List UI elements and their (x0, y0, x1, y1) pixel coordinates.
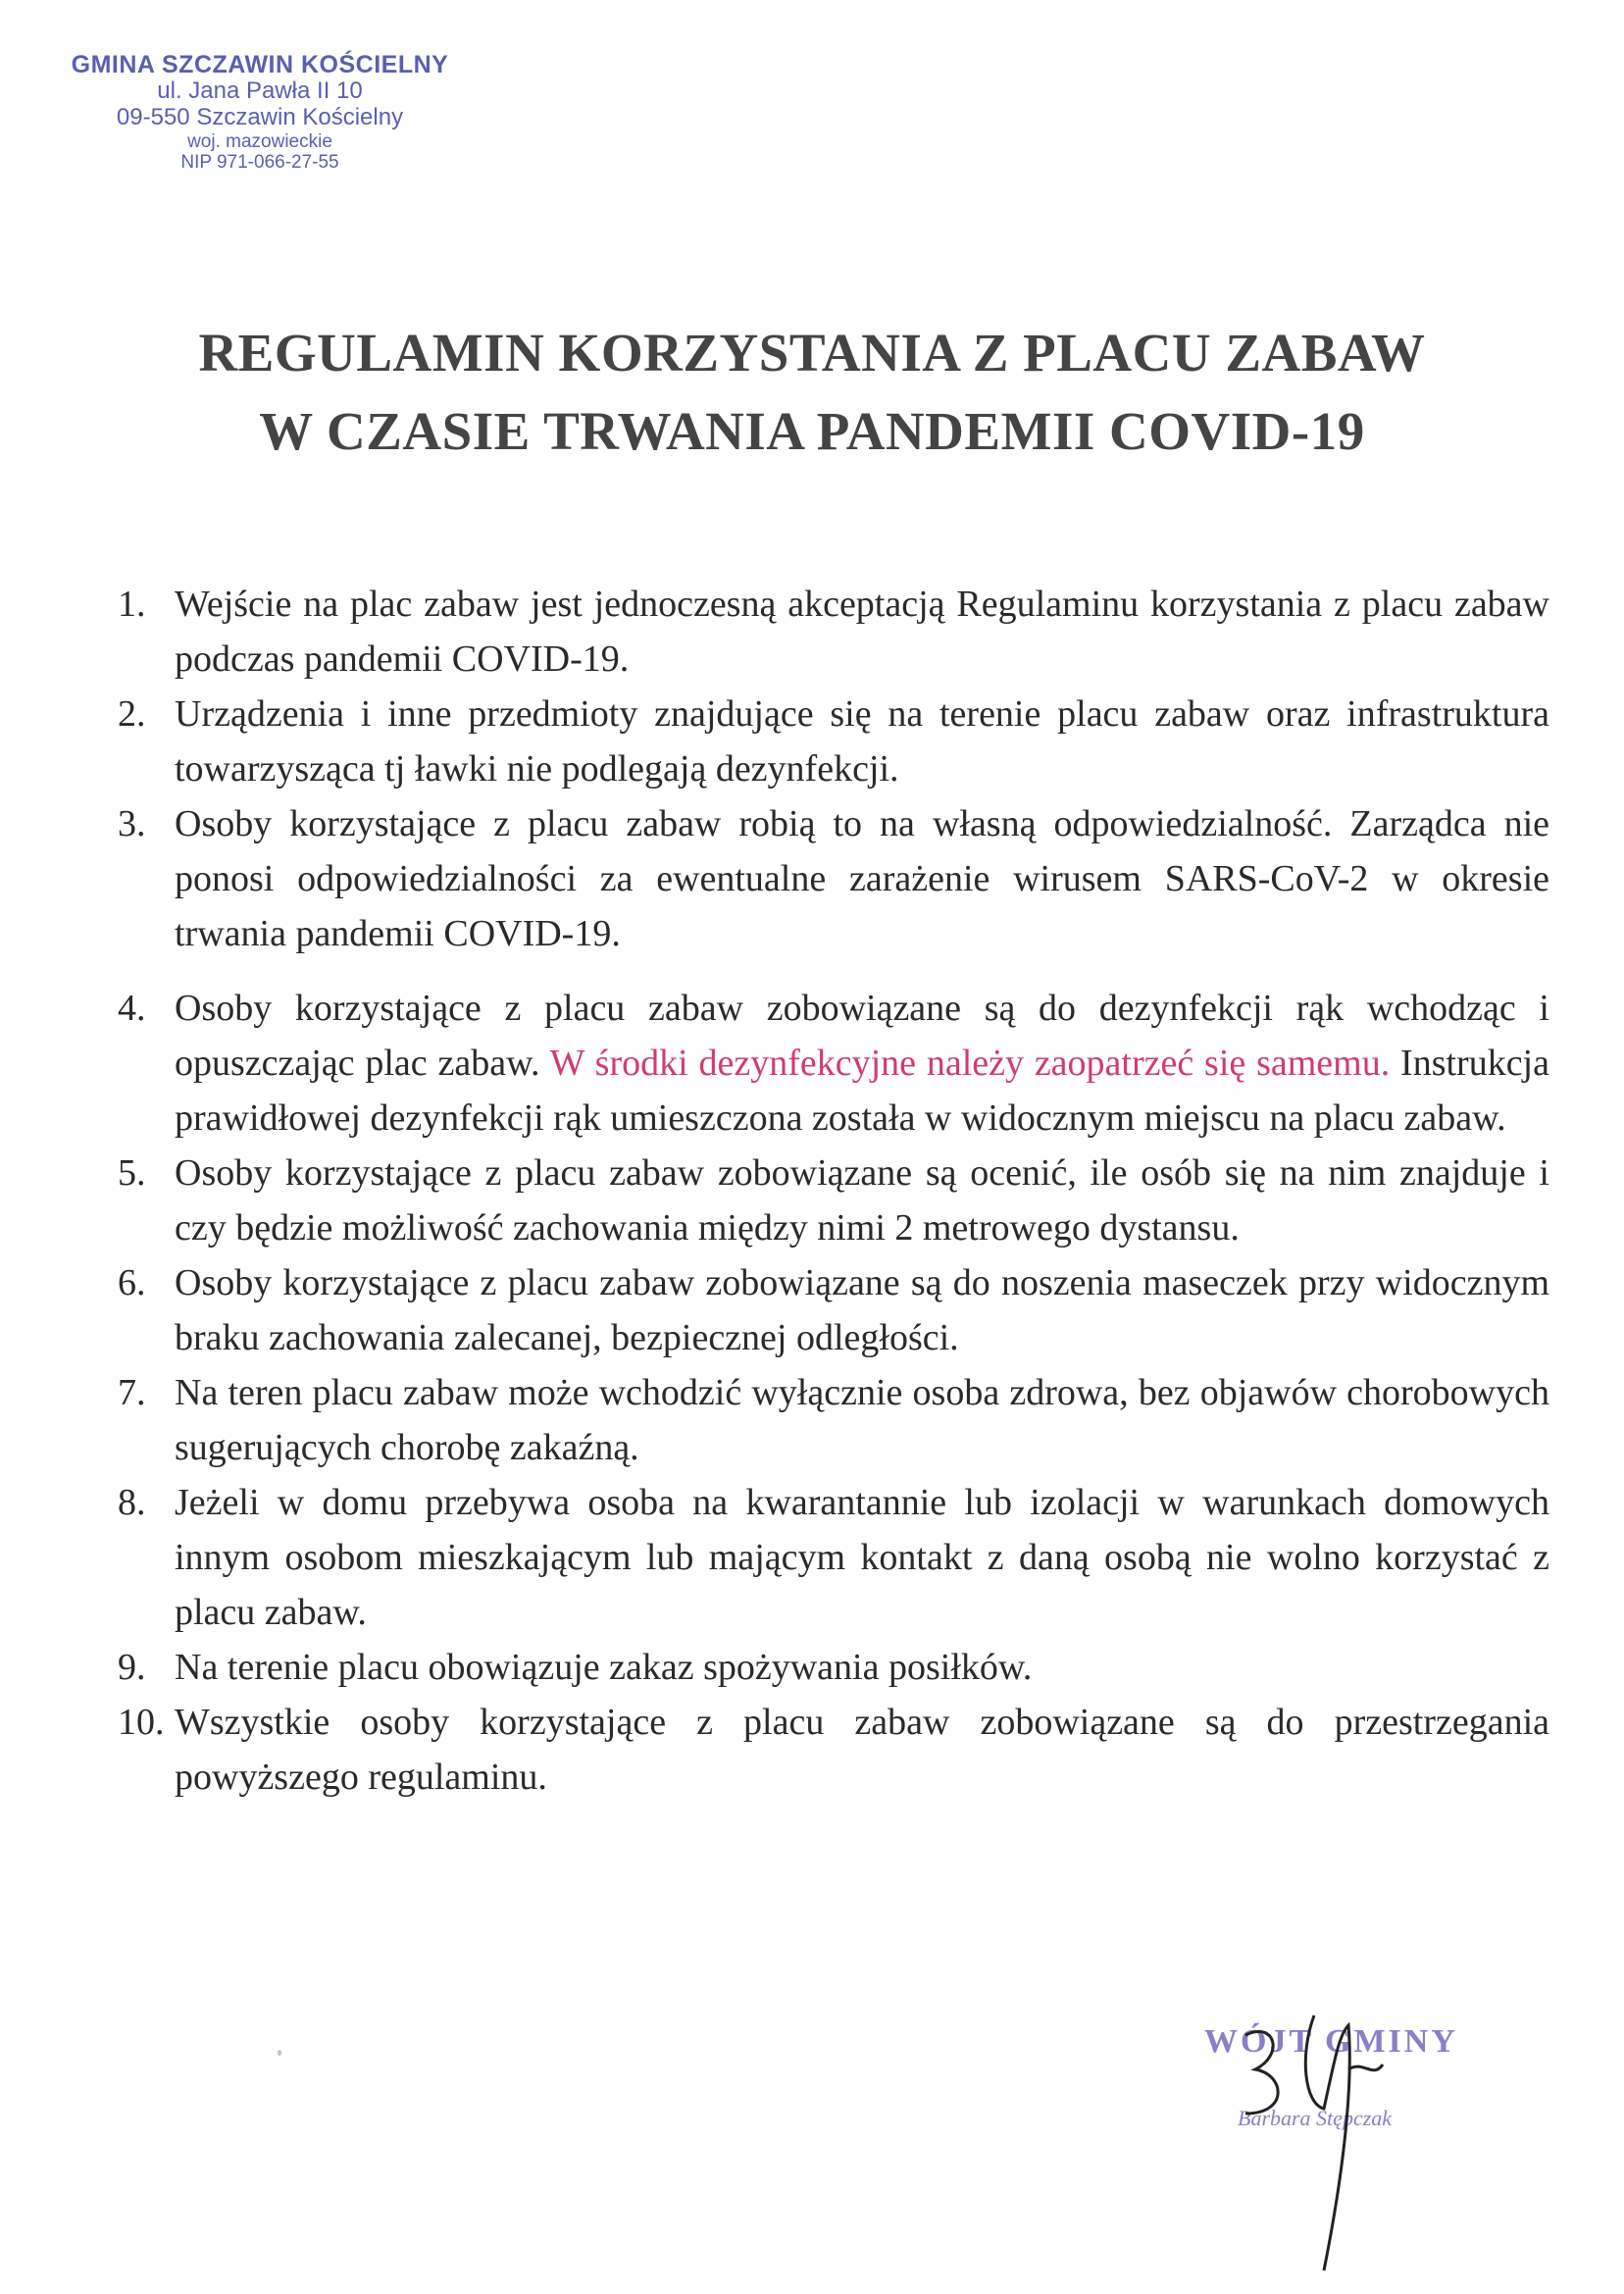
scan-speck (278, 2050, 281, 2056)
rule-number: 1. (118, 584, 146, 625)
rule-item-9 (118, 1640, 1549, 1695)
stamp-line-4: woj. mazowieckie (187, 130, 332, 152)
stamp-line-2: ul. Jana Pawła II 10 (157, 77, 363, 104)
rule-text: Wejście na plac zabaw jest jednoczesną akceptacją Regulaminu korzystania z placu zabaw podczas pandemii COVID-19. (175, 584, 1549, 680)
rule-number: 5. (118, 1152, 146, 1194)
rule-text-continued: Instrukcja prawidłowej dezynfekcji rąk umieszczona została w widocznym miejscu na placu zabaw. (175, 1043, 1549, 1139)
rule-item-6 (118, 1255, 1549, 1365)
stamp-line-3: 09-550 Szczawin Kościelny (116, 103, 404, 130)
municipality-stamp (39, 51, 481, 173)
official-name-stamp: Barbara Stępczak (1238, 2106, 1393, 2130)
rule-number: 10. (118, 1702, 165, 1743)
rule-item-8 (118, 1475, 1549, 1640)
rule-text: Osoby korzystające z placu zabaw zobowiązane są ocenić, ile osób się na nim znajduje i czy będzie możliwość zachowania między nimi 2 metrowego dystansu. (175, 1152, 1549, 1249)
stamp-line-5: NIP 971-066-27-55 (180, 152, 339, 174)
rule-text: Osoby korzystające z placu zabaw robią to na własną odpowiedzialność. Zarządca nie ponosi odpowiedzialności za ewentualne zarażenie wirusem SARS-CoV-2 w okresie trwania pandemii COVID-19. (175, 803, 1549, 954)
rule-number: 6. (118, 1262, 146, 1303)
rule-text: Osoby korzystające z placu zabaw zobowiązane są do dezynfekcji rąk wchodząc i opuszczając plac zabaw. (175, 988, 1549, 1084)
rule-text: Na teren placu zabaw może wchodzić wyłącznie osoba zdrowa, bez objawów chorobowych sugerujących chorobę zakaźną. (175, 1372, 1549, 1468)
stamp-line-1: GMINA SZCZAWIN KOŚCIELNY (71, 51, 449, 78)
rule-number: 7. (118, 1372, 146, 1413)
rule-text: Urządzenia i inne przedmioty znajdujące się na terenie placu zabaw oraz infrastruktura towarzysząca tj ławki nie podlegają dezynfekcji. (175, 693, 1549, 790)
rule-highlight-text: W środki dezynfekcyjne należy zaopatrzeć się samemu. (549, 1043, 1391, 1084)
title-line-2: W CZASIE TRWANIA PANDEMII COVID-19 (259, 401, 1365, 461)
rule-item-1 (118, 577, 1549, 687)
rule-item-5 (118, 1146, 1549, 1255)
rule-text: Jeżeli w domu przebywa osoba na kwarantannie lub izolacji w warunkach domowych innym osobom mieszkającym lub mającym kontakt z daną osobą nie wolno korzystać z placu zabaw. (175, 1482, 1549, 1633)
rule-text: Wszystkie osoby korzystające z placu zabaw zobowiązane są do przestrzegania powyższego regulaminu. (175, 1702, 1549, 1798)
rule-number: 9. (118, 1647, 146, 1688)
rule-item-3 (118, 796, 1549, 961)
handwritten-signature-icon (1177, 1976, 1491, 2290)
title-line-1: REGULAMIN KORZYSTANIA Z PLACU ZABAW (198, 323, 1426, 382)
official-title-stamp: WÓJT GMINY (1204, 2023, 1458, 2060)
rule-item-7 (118, 1365, 1549, 1475)
rule-item-10 (118, 1695, 1549, 1805)
rule-item-4 (118, 981, 1549, 1146)
rule-number: 3. (118, 803, 146, 844)
rules-list (118, 577, 1549, 1805)
rule-number: 8. (118, 1482, 146, 1523)
rule-text: Osoby korzystające z placu zabaw zobowiązane są do noszenia maseczek przy widocznym braku zachowania zalecanej, bezpiecznej odległości. (175, 1262, 1549, 1358)
signature-block (1177, 1976, 1491, 2290)
document-title (0, 314, 1624, 471)
rule-item-2 (118, 687, 1549, 796)
rule-number: 2. (118, 693, 146, 735)
rule-number: 4. (118, 988, 146, 1029)
rule-text: Na terenie placu obowiązuje zakaz spożywania posiłków. (175, 1647, 1033, 1688)
